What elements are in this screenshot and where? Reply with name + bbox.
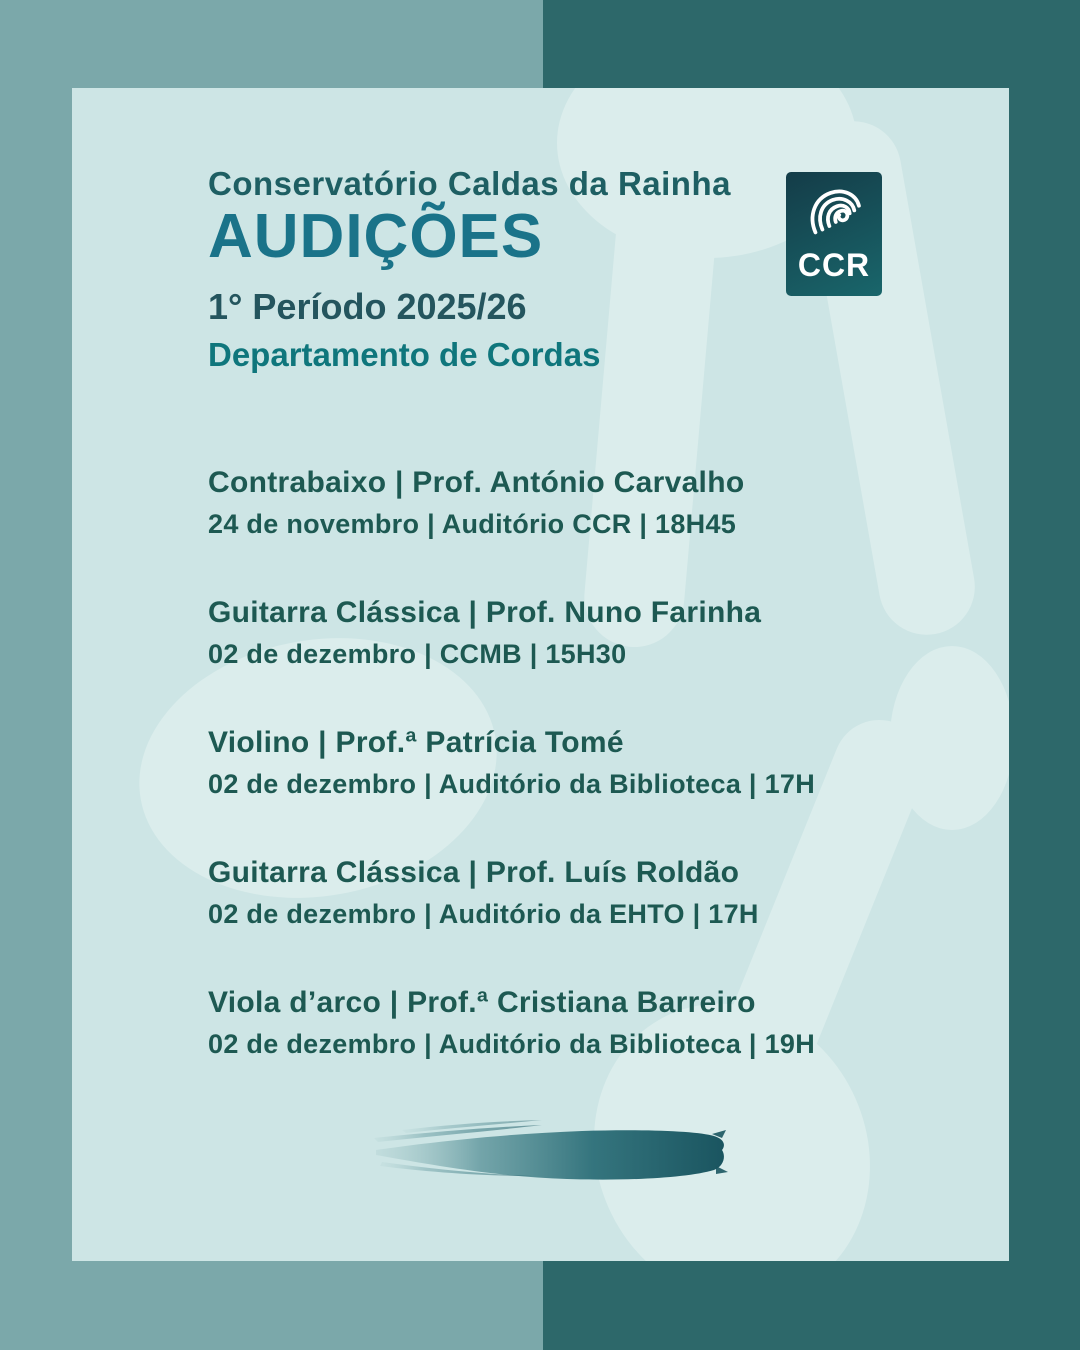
event-details: 02 de dezembro | CCMB | 15H30 — [208, 639, 627, 669]
event-title: Violino | Prof.ª Patrícia Tomé — [208, 726, 624, 759]
event-item — [208, 984, 968, 1061]
brush-stroke — [372, 1114, 732, 1184]
event-title: Guitarra Clássica | Prof. Luís Roldão — [208, 856, 740, 889]
event-details: 02 de dezembro | Auditório da Biblioteca | 17H — [208, 769, 816, 799]
event-details: 02 de dezembro | Auditório da Biblioteca | 19H — [208, 1029, 816, 1059]
event-title: Guitarra Clássica | Prof. Nuno Farinha — [208, 596, 762, 629]
event-item — [208, 594, 968, 671]
organization-name: Conservatório Caldas da Rainha — [208, 165, 731, 202]
ccr-logo-label: CCR — [797, 247, 871, 283]
event-item — [208, 854, 968, 931]
event-list — [208, 464, 968, 1114]
event-title: Viola d’arco | Prof.ª Cristiana Barreiro — [208, 986, 756, 1019]
event-item — [208, 464, 968, 541]
ccr-swirl-icon — [805, 186, 863, 244]
ccr-logo — [786, 172, 882, 296]
event-details: 24 de novembro | Auditório CCR | 18H45 — [208, 509, 737, 539]
department-line: Departamento de Cordas — [208, 336, 601, 373]
period-line: 1° Período 2025/26 — [208, 286, 527, 327]
event-details: 02 de dezembro | Auditório da EHTO | 17H — [208, 899, 759, 929]
event-title: Contrabaixo | Prof. António Carvalho — [208, 466, 745, 499]
event-item — [208, 724, 968, 801]
poster-header — [208, 88, 828, 376]
poster-card — [72, 88, 1009, 1261]
poster-title: AUDIÇÕES — [208, 202, 544, 271]
